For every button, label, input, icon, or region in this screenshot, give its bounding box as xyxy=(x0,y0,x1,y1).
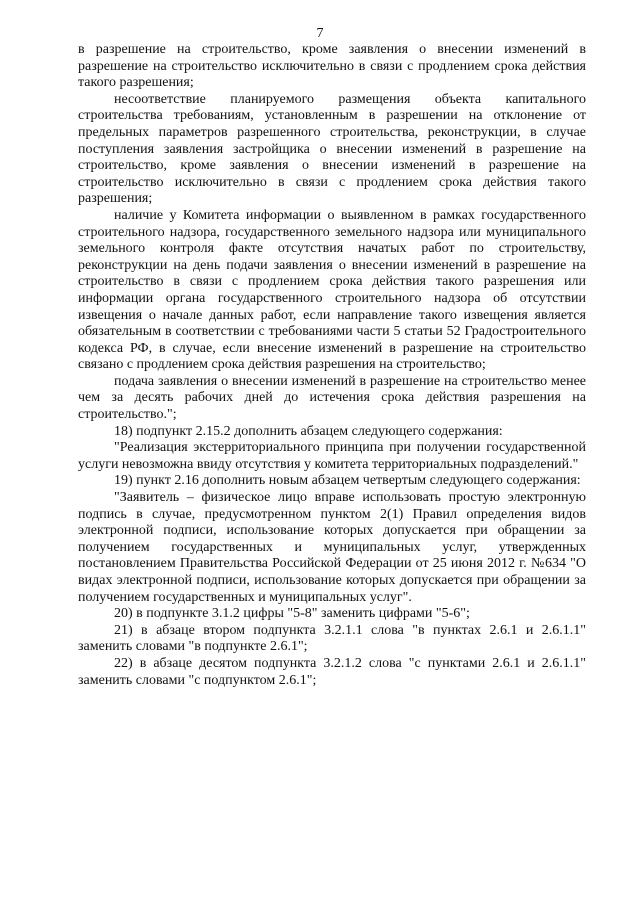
paragraph: "Заявитель – физическое лицо вправе использовать простую электронную подпись в случае, предусмотренном пунктом 2(1) Правил определения видов электронной подписи, использование которых допускается при обращении за получением государственных и муниципальных услуг, утвержденных постановлением Правительства Российской Федерации от 25 июня 2012 г. №634 "О видах электронной подписи, использование которых допускается при обращении за получением государственных и муниципальных услуг". xyxy=(78,490,586,605)
paragraph: 22) в абзаце десятом подпункта 3.2.1.2 слова "с пунктами 2.6.1 и 2.6.1.1" заменить словами "с подпунктом 2.6.1"; xyxy=(78,655,586,688)
paragraph: несоответствие планируемого размещения объекта капитального строительства требованиям, установленным в разрешении на отклонение от предельных параметров разрешенного строительства, реконструкции, в случае поступления заявления застройщика о внесении изменений в разрешение на строительство, кроме заявления о внесении изменений в разрешение на строительство исключительно в связи с продлением срока действия такого разрешения; xyxy=(78,91,586,207)
paragraph: "Реализация экстерриториального принципа при получении государственной услуги невозможна ввиду отсутствия у комитета территориальных подразделений." xyxy=(78,440,586,472)
page-number: 7 xyxy=(316,26,324,41)
paragraph: 18) подпункт 2.15.2 дополнить абзацем следующего содержания: xyxy=(114,423,503,439)
paragraph: 20) в подпункте 3.1.2 цифры "5-8" заменить цифрами "5-6"; xyxy=(114,606,470,622)
paragraph: 19) пункт 2.16 дополнить новым абзацем четвертым следующего содержания: xyxy=(114,473,581,489)
document-body xyxy=(78,42,586,689)
paragraph: 21) в абзаце втором подпункта 3.2.1.1 слова "в пунктах 2.6.1 и 2.6.1.1" заменить словами "в подпункте 2.6.1"; xyxy=(78,622,586,655)
paragraph: подача заявления о внесении изменений в разрешение на строительство менее чем за десять рабочих дней до истечения срока действия разрешения на строительство."; xyxy=(78,373,586,423)
paragraph: наличие у Комитета информации о выявленном в рамках государственного строительного надзора, государственного земельного надзора или муниципального земельного контроля факте отсутствия начатых работ по строительству, реконструкции на день подачи заявления о внесении изменений в разрешение на строительство в связи с продлением срока действия такого разрешения или информации органа государственного строительного надзора об отсутствии извещения о начале данных работ, если направление такого извещения является обязательным в соответствии с требованиями части 5 статьи 52 Градостроительного кодекса РФ, в случае, если внесение изменений в разрешение на строительство связано с продлением срока действия разрешения на строительство; xyxy=(78,207,586,373)
paragraph: в разрешение на строительство, кроме заявления о внесении изменений в разрешение на строительство исключительно в связи с продлением срока действия такого разрешения; xyxy=(78,42,586,91)
